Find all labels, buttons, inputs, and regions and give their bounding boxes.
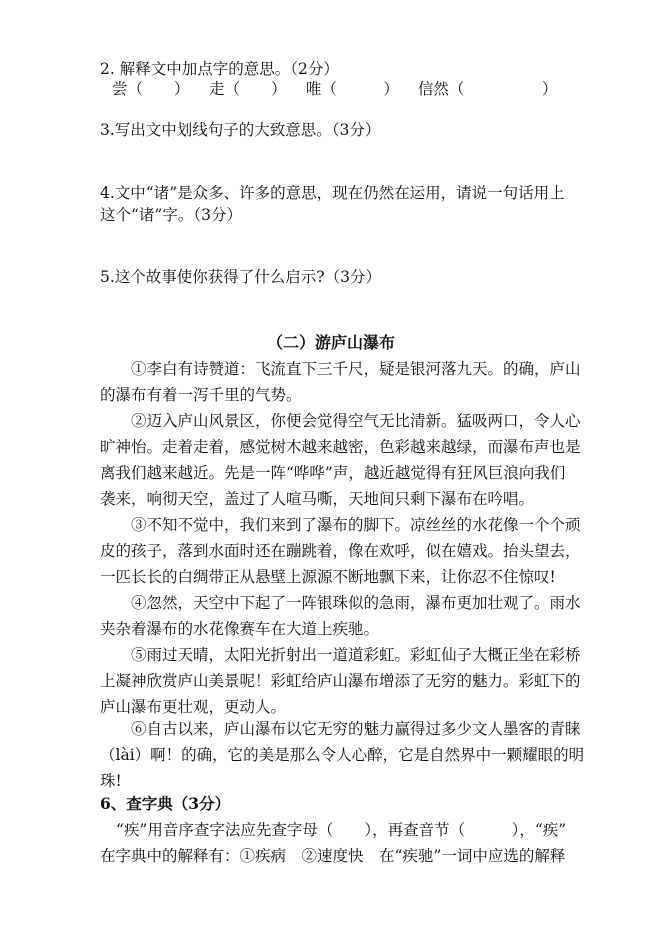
paragraph-line: 旷神怡。走着走着，感觉树木越来越密，色彩越来越绿，而瀑布声也是 <box>100 438 581 456</box>
paragraph-1 <box>100 356 604 408</box>
paragraph-line: 庐山瀑布更壮观，更动人。 <box>100 698 287 716</box>
question-4-line-1: 4.文中“诸”是众多、许多的意思，现在仍然在运用，请说一句话用上 <box>100 184 565 202</box>
paragraph-6 <box>100 716 604 794</box>
question-4-line-2: 这个“诸”字。（3分） <box>100 206 242 224</box>
question-2-fill-blanks <box>112 78 557 100</box>
paragraph-line: ⑥自古以来，庐山瀑布以它无穷的魅力赢得过多少文人墨客的青睐 <box>131 720 581 738</box>
paragraph-2 <box>100 408 604 512</box>
section-6-line-1: “疾”用音序查字法应先查字母（ ），再查音节（ ），“疾” <box>116 821 567 839</box>
question-2: 2. 解释文中加点字的意思。（2分） <box>100 60 339 78</box>
paragraph-line: ③不知不觉中，我们来到了瀑布的脚下。凉丝丝的水花像一个个顽 <box>131 516 581 534</box>
question-5: 5.这个故事使你获得了什么启示?（3分） <box>100 268 381 286</box>
fill-blank-xinran[interactable]: 信然（ ） <box>417 80 558 98</box>
paragraph-line: ④忽然，天空中下起了一阵银珠似的急雨，瀑布更加壮观了。雨水 <box>131 594 581 612</box>
fill-blank-wei[interactable]: 唯（ ） <box>305 80 399 98</box>
paragraph-4 <box>100 590 604 642</box>
paragraph-line: ①李白有诗赞道：飞流直下三千尺，疑是银河落九天。的确，庐山 <box>131 360 581 378</box>
paragraph-line: 的瀑布有着一泻千里的气势。 <box>100 386 302 404</box>
paragraph-line: 一匹长长的白绸带正从悬壁上源源不断地飘下来，让你忍不住惊叹! <box>100 568 556 586</box>
paragraph-line: ⑤雨过天晴，太阳光折射出一道道彩虹。彩虹仙子大概正坐在彩桥 <box>131 646 581 664</box>
paragraph-line: 上凝神欣赏庐山美景呢！彩虹给庐山瀑布增添了无穷的魅力。彩虹下的 <box>100 672 581 690</box>
paragraph-line: 夹杂着瀑布的水花像赛车在大道上疾驰。 <box>100 620 380 638</box>
section-6-heading: 6、查字典（3分） <box>100 794 231 813</box>
fill-blank-zou[interactable]: 走（ ） <box>208 80 287 98</box>
paragraph-line: （lài）啊！的确，它的美是那么令人心醉，它是自然界中一颗耀眼的明 <box>100 746 585 764</box>
question-3: 3.写出文中划线句子的大致意思。（3分） <box>100 121 381 139</box>
passage-title: （二）游庐山瀑布 <box>266 333 395 352</box>
paragraph-line: ②迈入庐山风景区，你便会觉得空气无比清新。猛吸两口，令人心 <box>131 412 581 430</box>
paragraph-3 <box>100 512 604 590</box>
fill-blank-chang[interactable]: 尝（ ） <box>112 80 190 98</box>
paragraph-line: 袭来，响彻天空，盖过了人喧马嘶，天地间只剩下瀑布在吟唱。 <box>100 490 535 508</box>
paragraph-5 <box>100 642 604 720</box>
paragraph-line: 皮的孩子，落到水面时还在蹦跳着，像在欢呼，似在嬉戏。抬头望去， <box>100 542 581 560</box>
section-6-line-2: 在字典中的解释有：①疾病 ②速度快 在“疾驰”一词中应选的解释 <box>100 847 566 865</box>
section-6-body <box>100 817 610 869</box>
paragraph-line: 离我们越来越近。先是一阵“哗哗”声，越近越觉得有狂风巨浪向我们 <box>100 464 566 482</box>
paragraph-line: 珠! <box>100 772 122 790</box>
